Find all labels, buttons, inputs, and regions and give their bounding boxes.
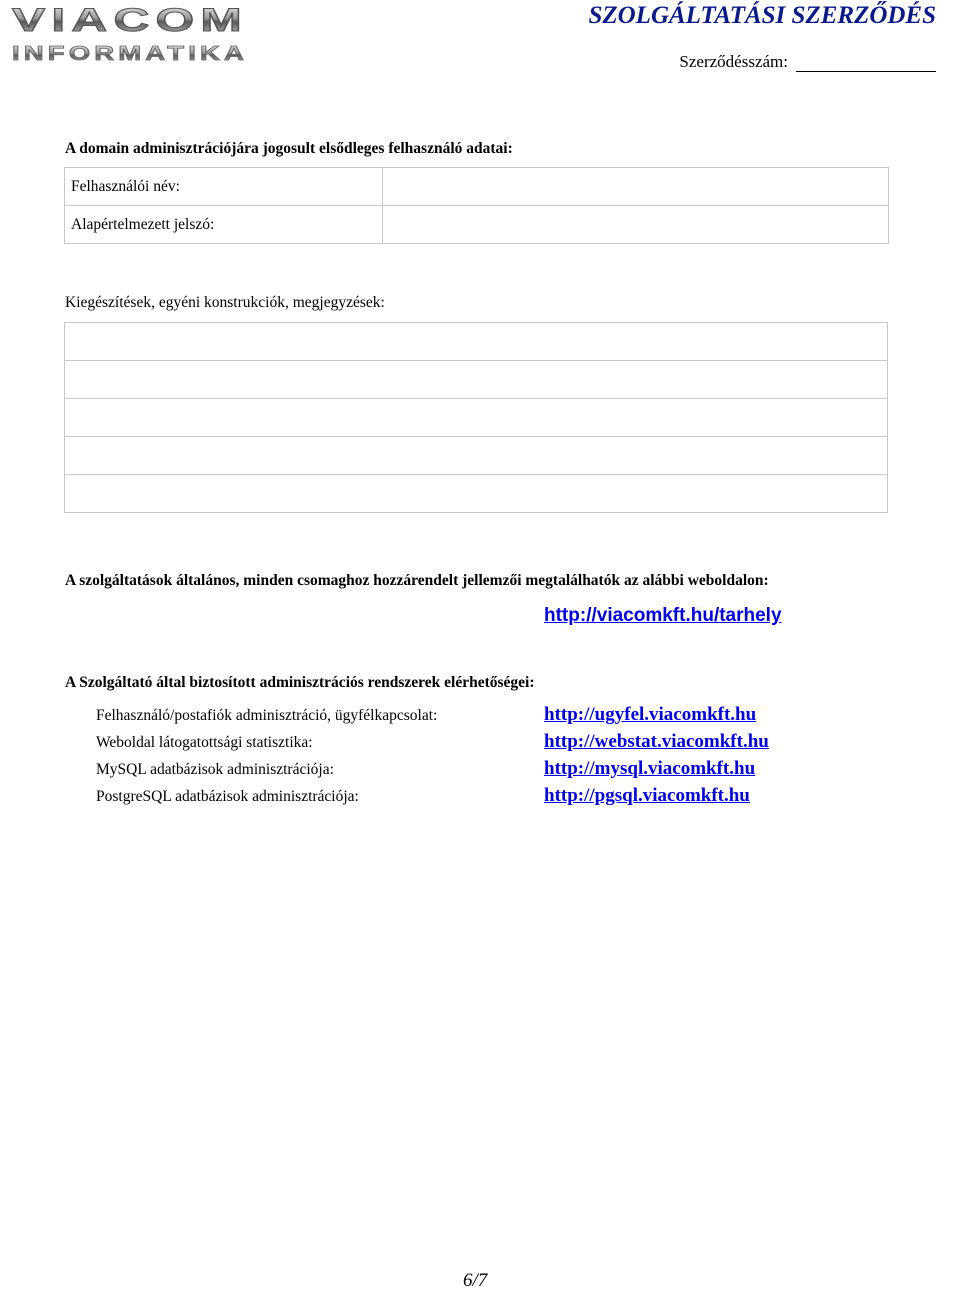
contract-number-field[interactable] bbox=[796, 57, 936, 72]
document-title: SZOLGÁLTATÁSI SZERZŐDÉS bbox=[588, 2, 936, 29]
username-row bbox=[65, 168, 889, 206]
system-label: Weboldal látogatottsági statisztika: bbox=[96, 734, 313, 751]
credentials-table bbox=[64, 167, 889, 244]
notes-line[interactable] bbox=[65, 475, 888, 513]
system-row-pgsql bbox=[96, 785, 876, 812]
username-field[interactable] bbox=[383, 168, 889, 206]
hosting-features-link[interactable]: http://viacomkft.hu/tarhely bbox=[544, 605, 782, 626]
mysql-link[interactable]: http://mysql.viacomkft.hu bbox=[544, 758, 756, 779]
notes-line[interactable] bbox=[65, 399, 888, 437]
page-number: 6/7 bbox=[463, 1270, 488, 1291]
contract-number bbox=[679, 52, 936, 72]
system-row-webstat bbox=[96, 731, 876, 758]
password-label: Alapértelmezett jelszó: bbox=[65, 206, 383, 244]
notes-table bbox=[64, 322, 888, 513]
notes-label: Kiegészítések, egyéni konstrukciók, megjegyzések: bbox=[65, 294, 385, 311]
pgsql-link[interactable]: http://pgsql.viacomkft.hu bbox=[544, 785, 750, 806]
features-text: A szolgáltatások általános, minden csomaghoz hozzárendelt jellemzői megtalálhatók az alábbi weboldalon: bbox=[65, 572, 769, 589]
system-label: MySQL adatbázisok adminisztrációja: bbox=[96, 761, 334, 778]
ugyfel-link[interactable]: http://ugyfel.viacomkft.hu bbox=[544, 704, 757, 725]
system-label: Felhasználó/postafiók adminisztráció, ügyfélkapcsolat: bbox=[96, 707, 438, 724]
notes-line[interactable] bbox=[65, 323, 888, 361]
notes-line[interactable] bbox=[65, 361, 888, 399]
password-row bbox=[65, 206, 889, 244]
svg-text:VIACOM: VIACOM bbox=[12, 2, 248, 38]
admin-systems-heading: A Szolgáltató által biztosított adminisztrációs rendszerek elérhetőségei: bbox=[65, 674, 535, 691]
username-label: Felhasználói név: bbox=[65, 168, 383, 206]
domain-admin-heading: A domain adminisztrációjára jogosult elsődleges felhasználó adatai: bbox=[65, 140, 513, 157]
system-row-mysql bbox=[96, 758, 876, 785]
company-logo bbox=[8, 2, 253, 64]
webstat-link[interactable]: http://webstat.viacomkft.hu bbox=[544, 731, 769, 752]
notes-line[interactable] bbox=[65, 437, 888, 475]
system-row-ugyfel bbox=[96, 704, 876, 731]
system-label: PostgreSQL adatbázisok adminisztrációja: bbox=[96, 788, 359, 805]
svg-text:INFORMATIKA: INFORMATIKA bbox=[12, 43, 248, 64]
password-field[interactable] bbox=[383, 206, 889, 244]
contract-number-label: Szerződésszám: bbox=[679, 52, 788, 71]
